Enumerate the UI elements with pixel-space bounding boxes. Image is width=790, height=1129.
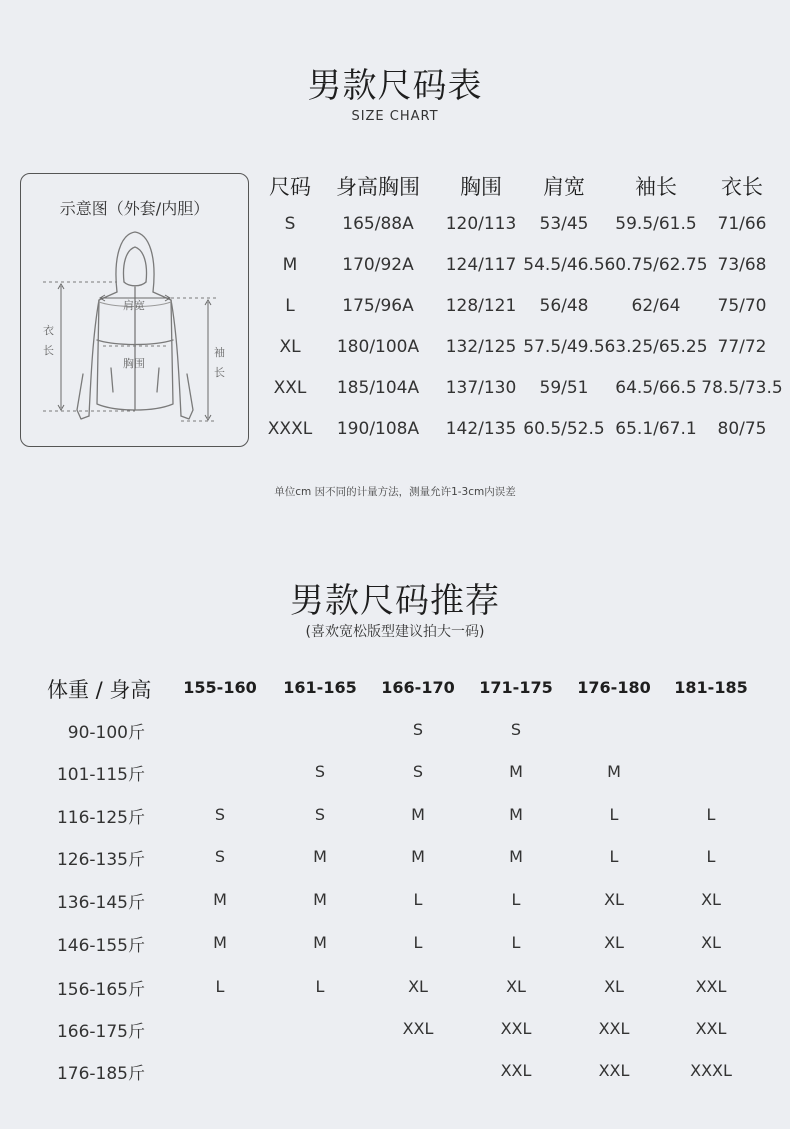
length-label-1: 衣 — [43, 324, 54, 337]
size-table-cell: 132/125 — [445, 337, 517, 357]
recommended-size-cell: L — [511, 890, 521, 909]
size-table-cell: 77/72 — [717, 337, 767, 357]
recommended-size-cell: M — [509, 847, 523, 866]
recommended-size-cell: XL — [506, 977, 526, 996]
size-table-cell: 80/75 — [717, 419, 767, 439]
recommended-size-cell: M — [607, 762, 621, 781]
size-table-cell: 59.5/61.5 — [615, 214, 697, 234]
weight-row-label: 156-165斤 — [56, 980, 145, 1000]
size-table-cell: 57.5/49.5 — [523, 337, 605, 357]
recommended-size-cell: XL — [604, 977, 624, 996]
recommended-size-cell: XXL — [598, 1019, 630, 1038]
shoulder-label: 肩宽 — [123, 299, 145, 312]
size-table-cell: 63.25/65.25 — [604, 337, 708, 357]
recommended-size-cell: XL — [701, 933, 721, 952]
recommended-size-cell: XXL — [402, 1019, 434, 1038]
size-table-cell: 53/45 — [539, 214, 589, 234]
size-table-cell: 56/48 — [539, 296, 589, 316]
recommended-size-cell: M — [411, 847, 425, 866]
weight-height-header: 体重 / 身高 — [47, 678, 152, 702]
recommended-size-cell: XL — [701, 890, 721, 909]
size-table-cell: L — [285, 296, 295, 316]
size-table-cell: 165/88A — [342, 214, 414, 234]
size-table-cell: 137/130 — [445, 378, 517, 398]
recommended-size-cell: M — [313, 890, 327, 909]
size-table-header: 袖长 — [635, 175, 677, 199]
recommended-size-cell: L — [706, 805, 716, 824]
recommended-size-cell: M — [313, 933, 327, 952]
size-table-cell: 62/64 — [631, 296, 681, 316]
size-chart-title: 男款尺码表 — [307, 66, 483, 106]
recommended-size-cell: S — [412, 762, 424, 781]
size-table-cell: 65.1/67.1 — [615, 419, 697, 439]
size-table-header: 衣长 — [721, 175, 763, 199]
weight-row-label: 166-175斤 — [56, 1022, 145, 1042]
size-table-cell: 190/108A — [336, 419, 420, 439]
size-table-cell: XXXL — [267, 419, 313, 439]
recommended-size-cell: M — [411, 805, 425, 824]
recommended-size-cell: L — [706, 847, 716, 866]
recommended-size-cell: XXL — [695, 977, 727, 996]
size-table-cell: 60.75/62.75 — [604, 255, 708, 275]
size-table-cell: 142/135 — [445, 419, 517, 439]
size-table-cell: 78.5/73.5 — [701, 378, 783, 398]
recommended-size-cell: L — [315, 977, 325, 996]
recommended-size-cell: XL — [604, 933, 624, 952]
weight-row-label: 146-155斤 — [56, 936, 145, 956]
height-column-header: 181-185 — [674, 678, 748, 697]
height-column-header: 176-180 — [577, 678, 651, 697]
weight-row-label: 90-100斤 — [67, 723, 145, 743]
size-table-header: 肩宽 — [543, 175, 585, 199]
jacket-diagram — [20, 173, 249, 447]
size-table-cell: 180/100A — [336, 337, 420, 357]
weight-row-label: 101-115斤 — [56, 765, 145, 785]
sleeve-label-2: 长 — [214, 366, 225, 379]
size-chart-subtitle: SIZE CHART — [351, 109, 439, 124]
size-table-cell: 128/121 — [445, 296, 517, 316]
size-table-cell: XL — [279, 337, 301, 357]
size-table-header: 胸围 — [460, 175, 502, 199]
recommended-size-cell: XL — [408, 977, 428, 996]
recommended-size-cell: M — [213, 890, 227, 909]
recommended-size-cell: L — [215, 977, 225, 996]
recommend-subtitle: (喜欢宽松版型建议拍大一码) — [305, 624, 485, 640]
size-table-cell: 54.5/46.5 — [523, 255, 605, 275]
height-column-header: 166-170 — [381, 678, 455, 697]
height-column-header: 161-165 — [283, 678, 357, 697]
size-table-cell: 170/92A — [342, 255, 414, 275]
size-table-cell: 120/113 — [445, 214, 517, 234]
size-table-header: 身高胸围 — [336, 175, 420, 199]
weight-row-label: 136-145斤 — [56, 893, 145, 913]
recommended-size-cell: XXL — [500, 1019, 532, 1038]
recommended-size-cell: L — [413, 933, 423, 952]
length-label-2: 长 — [43, 344, 54, 357]
recommended-size-cell: L — [511, 933, 521, 952]
size-table-cell: 71/66 — [717, 214, 767, 234]
recommended-size-cell: S — [314, 805, 326, 824]
weight-row-label: 176-185斤 — [56, 1064, 145, 1084]
recommended-size-cell: L — [609, 847, 619, 866]
diagram-caption: 示意图（外套/内胆） — [59, 199, 210, 218]
chest-label: 胸围 — [123, 357, 145, 370]
size-table-cell: 64.5/66.5 — [615, 378, 697, 398]
recommended-size-cell: M — [509, 805, 523, 824]
recommended-size-cell: XL — [604, 890, 624, 909]
recommended-size-cell: XXXL — [690, 1061, 732, 1080]
recommended-size-cell: M — [509, 762, 523, 781]
recommend-title: 男款尺码推荐 — [290, 581, 500, 621]
weight-row-label: 126-135斤 — [56, 850, 145, 870]
sleeve-label-1: 袖 — [214, 346, 225, 359]
size-table-cell: M — [282, 255, 298, 275]
recommended-size-cell: S — [214, 805, 226, 824]
measurement-note: 单位cm 因不同的计量方法，测量允许1-3cm内误差 — [274, 486, 516, 498]
recommended-size-cell: S — [214, 847, 226, 866]
recommended-size-cell: M — [313, 847, 327, 866]
size-table-cell: 60.5/52.5 — [523, 419, 605, 439]
size-table-cell: XXL — [273, 378, 307, 398]
size-table-cell: S — [284, 214, 296, 234]
recommended-size-cell: S — [412, 720, 424, 739]
height-column-header: 171-175 — [479, 678, 553, 697]
recommended-size-cell: M — [213, 933, 227, 952]
recommended-size-cell: L — [609, 805, 619, 824]
weight-row-label: 116-125斤 — [56, 808, 145, 828]
height-column-header: 155-160 — [183, 678, 257, 697]
size-table-header: 尺码 — [269, 175, 311, 199]
recommended-size-cell: XXL — [500, 1061, 532, 1080]
recommended-size-cell: S — [314, 762, 326, 781]
recommended-size-cell: S — [510, 720, 522, 739]
size-table-cell: 124/117 — [445, 255, 517, 275]
recommended-size-cell: L — [413, 890, 423, 909]
recommended-size-cell: XXL — [695, 1019, 727, 1038]
recommended-size-cell: XXL — [598, 1061, 630, 1080]
size-table-cell: 175/96A — [342, 296, 414, 316]
size-table-cell: 185/104A — [336, 378, 420, 398]
size-table-cell: 75/70 — [717, 296, 767, 316]
size-table-cell: 73/68 — [717, 255, 767, 275]
size-table-cell: 59/51 — [539, 378, 589, 398]
